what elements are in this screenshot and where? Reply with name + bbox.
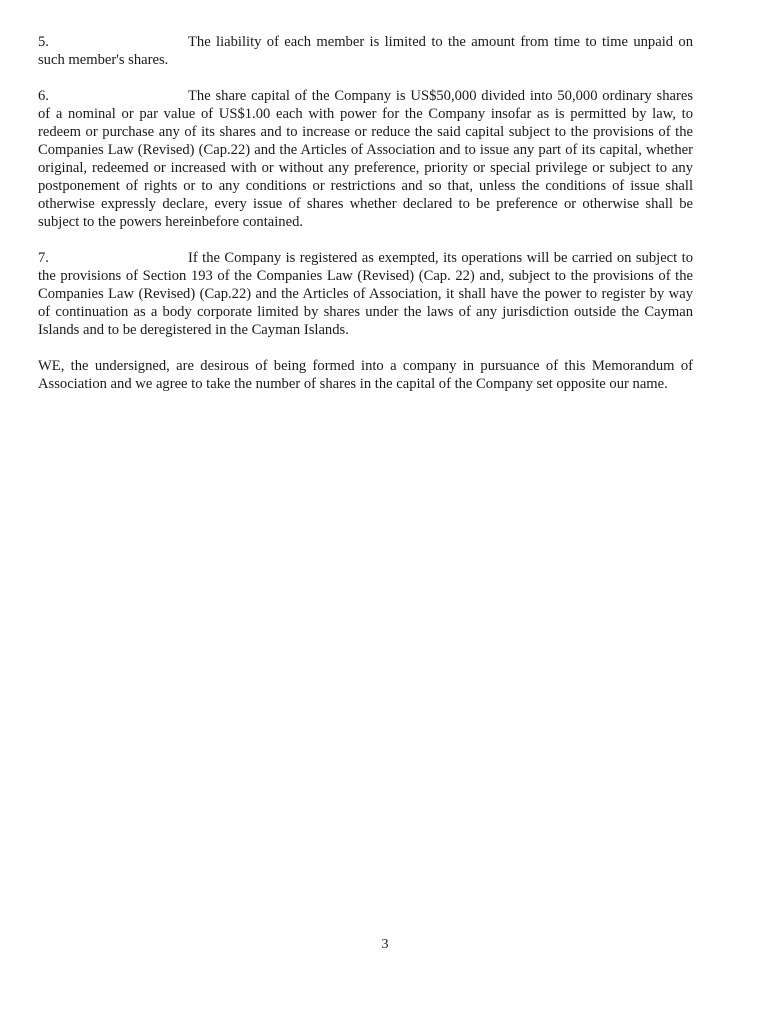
page-number: 3: [381, 937, 389, 952]
clause-text: If the Company is registered as exempted, its operations will be carried on subject to the provisions of Section 193 of the Companies Law (Revised) (Cap. 22) and, subject to the provisions of the Companies Law (Revised) (Cap.22) and the Articles of Association, it shall have the power to register by way of continuation as a body corporate limited by shares under the laws of any jurisdiction outside the Cayman Islands and to be deregistered in the Cayman Islands.: [38, 250, 693, 338]
document-page: [38, 33, 693, 393]
clause-5: [38, 33, 693, 69]
clause-number: 7.: [38, 250, 49, 266]
clause-7: [38, 249, 693, 339]
closing-statement: WE, the undersigned, are desirous of being formed into a company in pursuance of this Memorandum of Association and we agree to take the number of shares in the capital of the Company set opposite our name.: [38, 358, 693, 392]
clause-text: The liability of each member is limited to the amount from time to time unpaid on such member's shares.: [38, 34, 693, 68]
clause-number: 6.: [38, 88, 49, 104]
clause-text: The share capital of the Company is US$50,000 divided into 50,000 ordinary shares of a nominal or par value of US$1.00 each with power for the Company insofar as is permitted by law, to redeem or purchase any of its shares and to increase or reduce the said capital subject to the provisions of the Companies Law (Revised) (Cap.22) and the Articles of Association and to issue any part of its capital, whether original, redeemed or increased with or without any preference, priority or special privilege or subject to any postponement of rights or to any conditions or restrictions and so that, unless the conditions of issue shall otherwise expressly declare, every issue of shares whether declared to be preference or otherwise shall be subject to the powers hereinbefore contained.: [38, 88, 693, 230]
clause-6: [38, 87, 693, 231]
clause-number: 5.: [38, 34, 49, 50]
